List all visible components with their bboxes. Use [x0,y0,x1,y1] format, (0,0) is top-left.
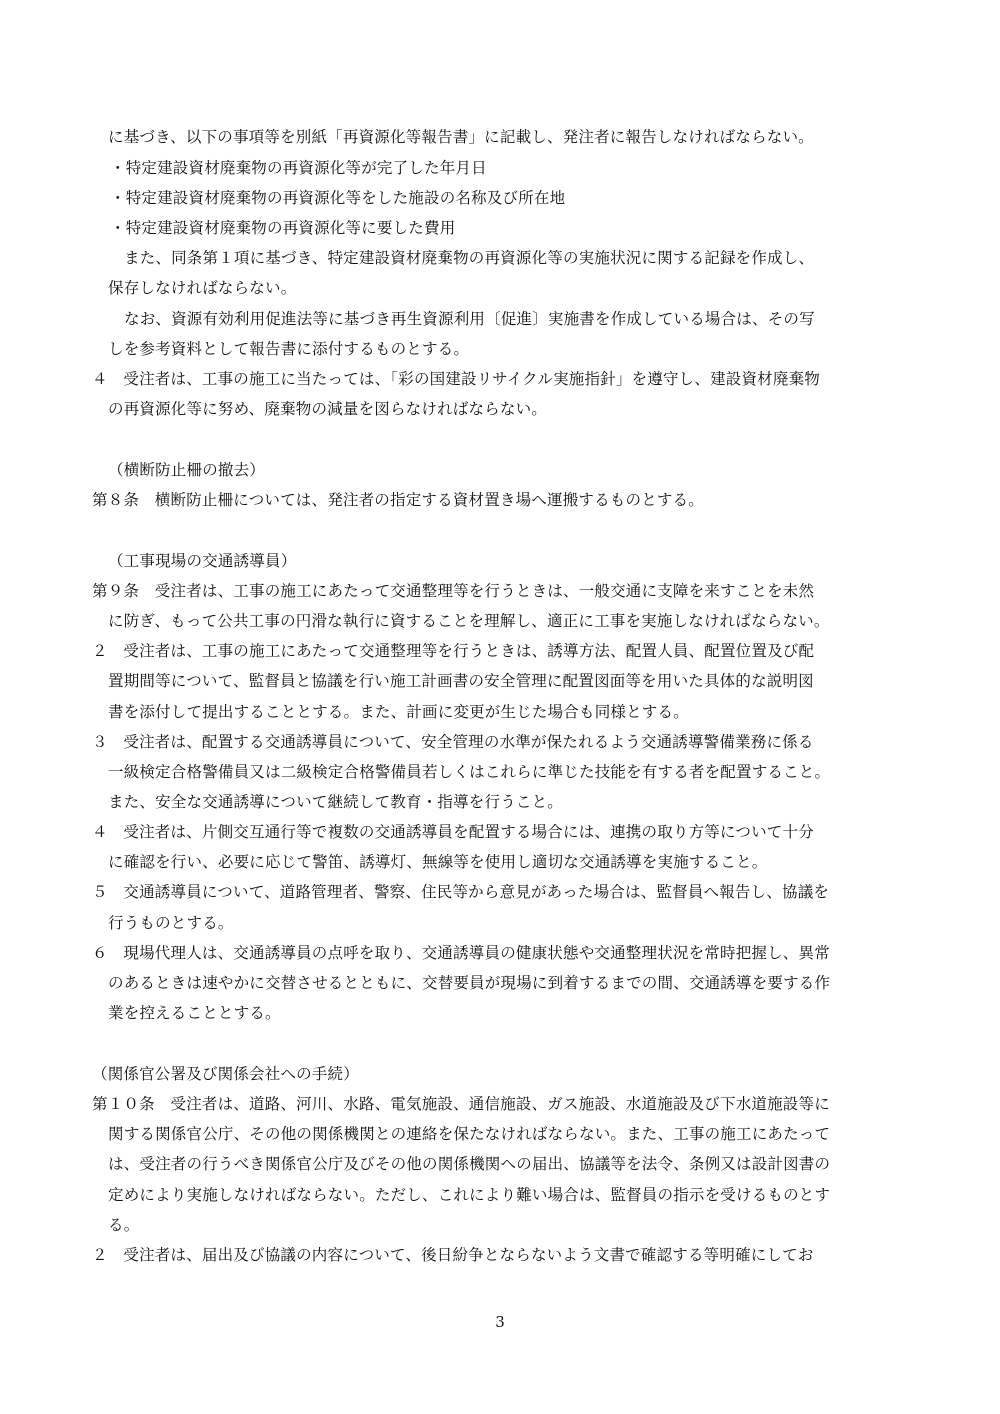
clause-item: ４ 受注者は、片側交互通行等で複数の交通誘導員を配置する場合には、連携の取り方等について十分 [92,823,814,841]
paragraph-line: 書を添付して提出することとする。また、計画に変更が生じた場合も同様とする。 [108,703,689,721]
paragraph-line: 業を控えることとする。 [108,1004,281,1022]
paragraph-line: また、同条第１項に基づき、特定建設資材廃棄物の再資源化等の実施状況に関する記録を作成し、 [124,249,815,267]
paragraph-line: に基づき、以下の事項等を別紙「再資源化等報告書」に記載し、発注者に報告しなければならない。 [108,128,814,146]
section-heading: （関係官公署及び関係会社への手続） [92,1065,359,1083]
paragraph-line: なお、資源有効利用促進法等に基づき再生資源利用〔促進〕実施書を作成している場合は、その写 [124,310,815,328]
paragraph-line: また、安全な交通誘導について継続して教育・指導を行うこと。 [108,793,563,811]
bullet-item: ・特定建設資材廃棄物の再資源化等が完了した年月日 [110,159,487,177]
article-line: 第１０条 受注者は、道路、河川、水路、電気施設、通信施設、ガス施設、水道施設及び下水道施設等に [92,1095,830,1113]
paragraph-line: 行うものとする。 [108,914,234,932]
paragraph-line: のあるときは速やかに交替させるとともに、交替要員が現場に到着するまでの間、交通誘導を要する作 [108,974,831,992]
clause-item: ５ 交通誘導員について、道路管理者、警察、住民等から意見があった場合は、監督員へ報告し、協議を [92,883,830,901]
paragraph-line: しを参考資料として報告書に添付するものとする。 [108,340,470,358]
paragraph-line: の再資源化等に努め、廃棄物の減量を図らなければならない。 [108,400,547,418]
paragraph-line: る。 [108,1216,140,1234]
paragraph-line: に防ぎ、もって公共工事の円滑な執行に資することを理解し、適正に工事を実施しなければならない。 [108,612,830,630]
paragraph-line: に確認を行い、必要に応じて警笛、誘導灯、無線等を使用し適切な交通誘導を実施すること。 [108,853,768,871]
page-number: 3 [495,1313,505,1331]
section-heading: （横断防止柵の撤去） [108,461,266,479]
paragraph-line: 一級検定合格警備員又は二級検定合格警備員若しくはこれらに準じた技能を有する者を配置すること。 [108,763,831,781]
paragraph-line: 置期間等について、監督員と協議を行い施工計画書の安全管理に配置図面等を用いた具体的な説明図 [108,672,814,690]
bullet-item: ・特定建設資材廃棄物の再資源化等をした施設の名称及び所在地 [110,189,566,207]
clause-item: ３ 受注者は、配置する交通誘導員について、安全管理の水準が保たれるよう交通誘導警備業務に係る [92,733,814,751]
paragraph-line: 保存しなければならない。 [108,279,297,297]
paragraph-line: 定めにより実施しなければならない。ただし、これにより難い場合は、監督員の指示を受けるものとす [108,1186,831,1204]
paragraph-line: 関する関係官公庁、その他の関係機関との連絡を保たなければならない。また、工事の施工にあたって [108,1125,831,1143]
clause-item: ２ 受注者は、工事の施工にあたって交通整理等を行うときは、誘導方法、配置人員、配置位置及び配 [92,642,815,660]
article-line: 第８条 横断防止柵については、発注者の指定する資材置き場へ運搬するものとする。 [92,491,704,509]
clause-item: ４ 受注者は、工事の施工に当たっては、「彩の国建設リサイクル実施指針」を遵守し、建設資材廃棄物 [92,370,820,388]
section-heading: （工事現場の交通誘導員） [108,552,297,570]
article-line: 第９条 受注者は、工事の施工にあたって交通整理等を行うときは、一般交通に支障を来すことを未然 [92,582,815,600]
clause-item: ６ 現場代理人は、交通誘導員の点呼を取り、交通誘導員の健康状態や交通整理状況を常時把握し、異常 [92,944,830,962]
bullet-item: ・特定建設資材廃棄物の再資源化等に要した費用 [110,219,456,237]
clause-item: ２ 受注者は、届出及び協議の内容について、後日紛争とならないよう文書で確認する等明確にしてお [92,1246,814,1264]
paragraph-line: は、受注者の行うべき関係官公庁及びその他の関係機関への届出、協議等を法令、条例又は設計図書の [108,1155,831,1173]
